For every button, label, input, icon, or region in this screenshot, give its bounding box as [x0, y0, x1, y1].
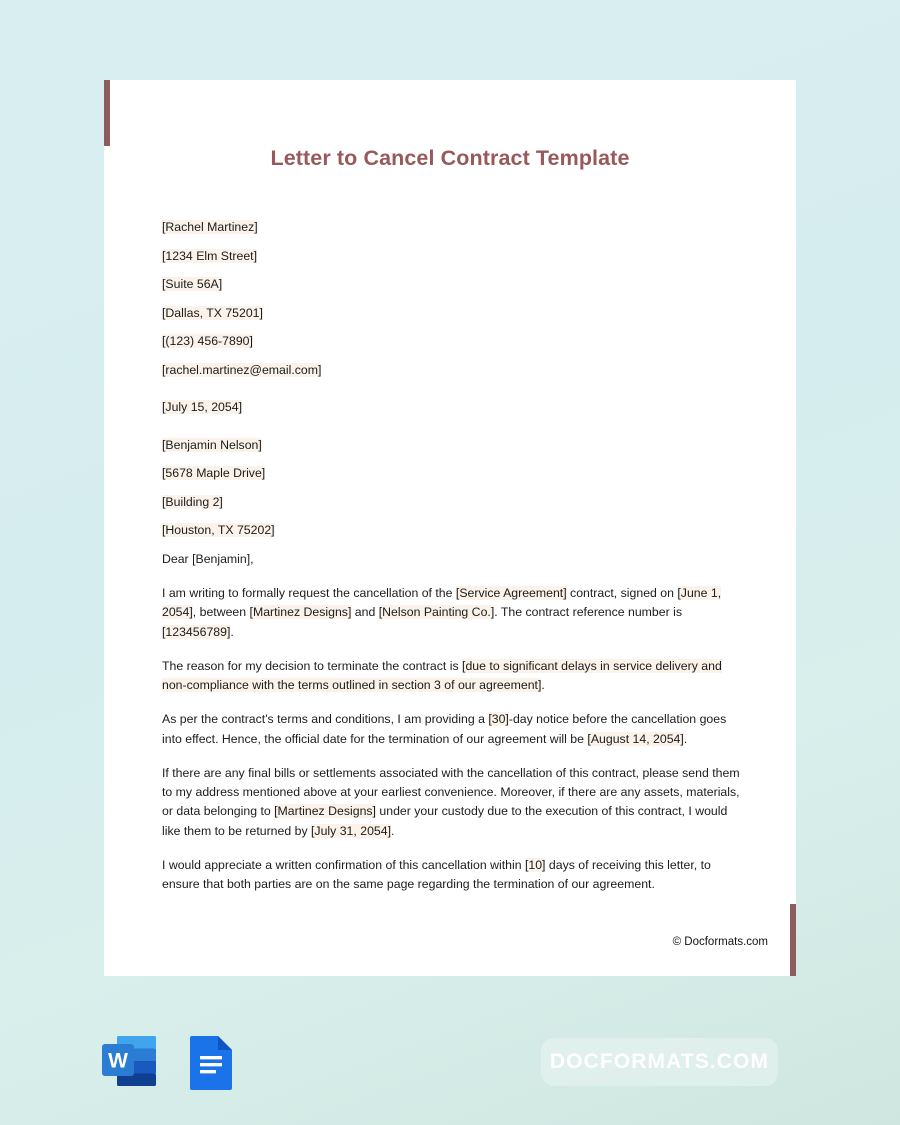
sender-line: [162, 275, 747, 294]
p3-placeholder-notice-days: [30]: [488, 712, 509, 727]
sender-email: [rachel.martinez@email.com]: [162, 362, 322, 377]
p1-text-d: and: [351, 605, 379, 620]
p1-placeholder-signed-date: [June 1, 2054]: [162, 586, 722, 620]
brand-watermark-text: DOCFORMATS.COM: [549, 1050, 770, 1073]
sender-city-state-zip: [Dallas, TX 75201]: [162, 305, 263, 320]
salutation-line: [162, 550, 747, 569]
recipient-name: [Benjamin Nelson]: [162, 437, 262, 452]
spacer: [162, 427, 747, 436]
document-body: [162, 218, 747, 895]
sender-phone: [(123) 456-7890]: [162, 334, 253, 349]
sender-line: [162, 247, 747, 266]
p1-placeholder-party-two: [Nelson Painting Co.]: [378, 605, 495, 620]
copyright-notice: © Docformats.com: [672, 936, 768, 948]
sender-suite: [Suite 56A]: [162, 277, 223, 292]
salutation-text: Dear [Benjamin],: [162, 552, 254, 567]
recipient-line: [162, 436, 747, 455]
recipient-address-block: [162, 436, 747, 541]
recipient-building: [Building 2]: [162, 494, 223, 509]
body-paragraph-2: [162, 657, 747, 696]
spacer: [162, 389, 747, 398]
p4-text-b: under your custody due to the execution of this contract, I would like them to be returned by: [162, 804, 728, 838]
sender-address-block: [162, 218, 747, 380]
p1-text-f: .: [230, 624, 234, 639]
brand-watermark-badge: [541, 1038, 778, 1086]
letter-date-line: [162, 398, 747, 417]
letter-date: [July 15, 2054]: [162, 400, 242, 415]
p2-text-b: .: [541, 678, 545, 693]
google-docs-icon[interactable]: [176, 1028, 244, 1096]
p1-text-b: contract, signed on: [566, 586, 678, 601]
p3-text-a: As per the contract's terms and conditions, I am providing a: [162, 712, 489, 727]
accent-bar-left-decoration: [104, 80, 110, 146]
p1-placeholder-service-agreement: [Service Agreement]: [455, 586, 567, 601]
format-icons-row: [96, 1028, 244, 1096]
sender-line: [162, 332, 747, 351]
p1-placeholder-reference-number: [123456789]: [162, 624, 231, 639]
p3-placeholder-termination-date: [August 14, 2054]: [587, 731, 684, 746]
body-paragraph-4: [162, 764, 747, 842]
p4-placeholder-return-date: [July 31, 2054]: [311, 823, 391, 838]
sender-name: [Rachel Martinez]: [162, 220, 258, 234]
recipient-line: [162, 464, 747, 483]
body-paragraph-5: [162, 856, 747, 895]
microsoft-word-icon[interactable]: [96, 1028, 164, 1096]
sender-line: [162, 218, 747, 237]
document-page: [104, 80, 796, 976]
accent-bar-right-decoration: [790, 904, 796, 976]
p1-text-a: I am writing to formally request the cancellation of the: [162, 586, 456, 601]
p2-placeholder-reason: [due to significant delays in service delivery and non-compliance with the terms outlined in section 3 of our agreement]: [162, 658, 722, 693]
sender-line: [162, 304, 747, 323]
p3-text-b: -day notice before the cancellation goes into effect. Hence, the official date for the termination of our agreement will be: [162, 712, 727, 746]
body-paragraph-3: [162, 710, 747, 749]
svg-text:W: W: [108, 1049, 128, 1073]
p5-placeholder-confirmation-days: [10]: [524, 857, 546, 872]
recipient-street: [5678 Maple Drive]: [162, 466, 266, 481]
p4-text-c: .: [391, 823, 395, 838]
p3-text-c: .: [683, 731, 688, 746]
sender-line: [162, 361, 747, 380]
recipient-city-state-zip: [Houston, TX 75202]: [162, 523, 275, 538]
p1-text-c: , between: [192, 605, 250, 620]
recipient-line: [162, 521, 747, 540]
p5-text-b: days of receiving this letter, to ensure that both parties are on the same page regarding the termination of our agreement.: [162, 857, 711, 892]
p5-text-a: I would appreciate a written confirmation of this cancellation within: [162, 857, 525, 872]
p1-placeholder-party-one: [Martinez Designs]: [249, 605, 352, 620]
p2-text-a: The reason for my decision to terminate the contract is: [162, 658, 463, 673]
recipient-line: [162, 493, 747, 512]
body-paragraph-1: [162, 584, 747, 642]
p4-text-a: If there are any final bills or settlements associated with the cancellation of this contract, please send them to my address mentioned above at your earliest convenience. Moreover, if there are any assets, materials, or data belonging to: [162, 765, 740, 819]
p1-text-e: . The contract reference number is: [494, 605, 682, 620]
sender-street: [1234 Elm Street]: [162, 248, 258, 263]
p4-placeholder-company: [Martinez Designs]: [274, 804, 376, 819]
document-title: Letter to Cancel Contract Template: [270, 146, 630, 170]
